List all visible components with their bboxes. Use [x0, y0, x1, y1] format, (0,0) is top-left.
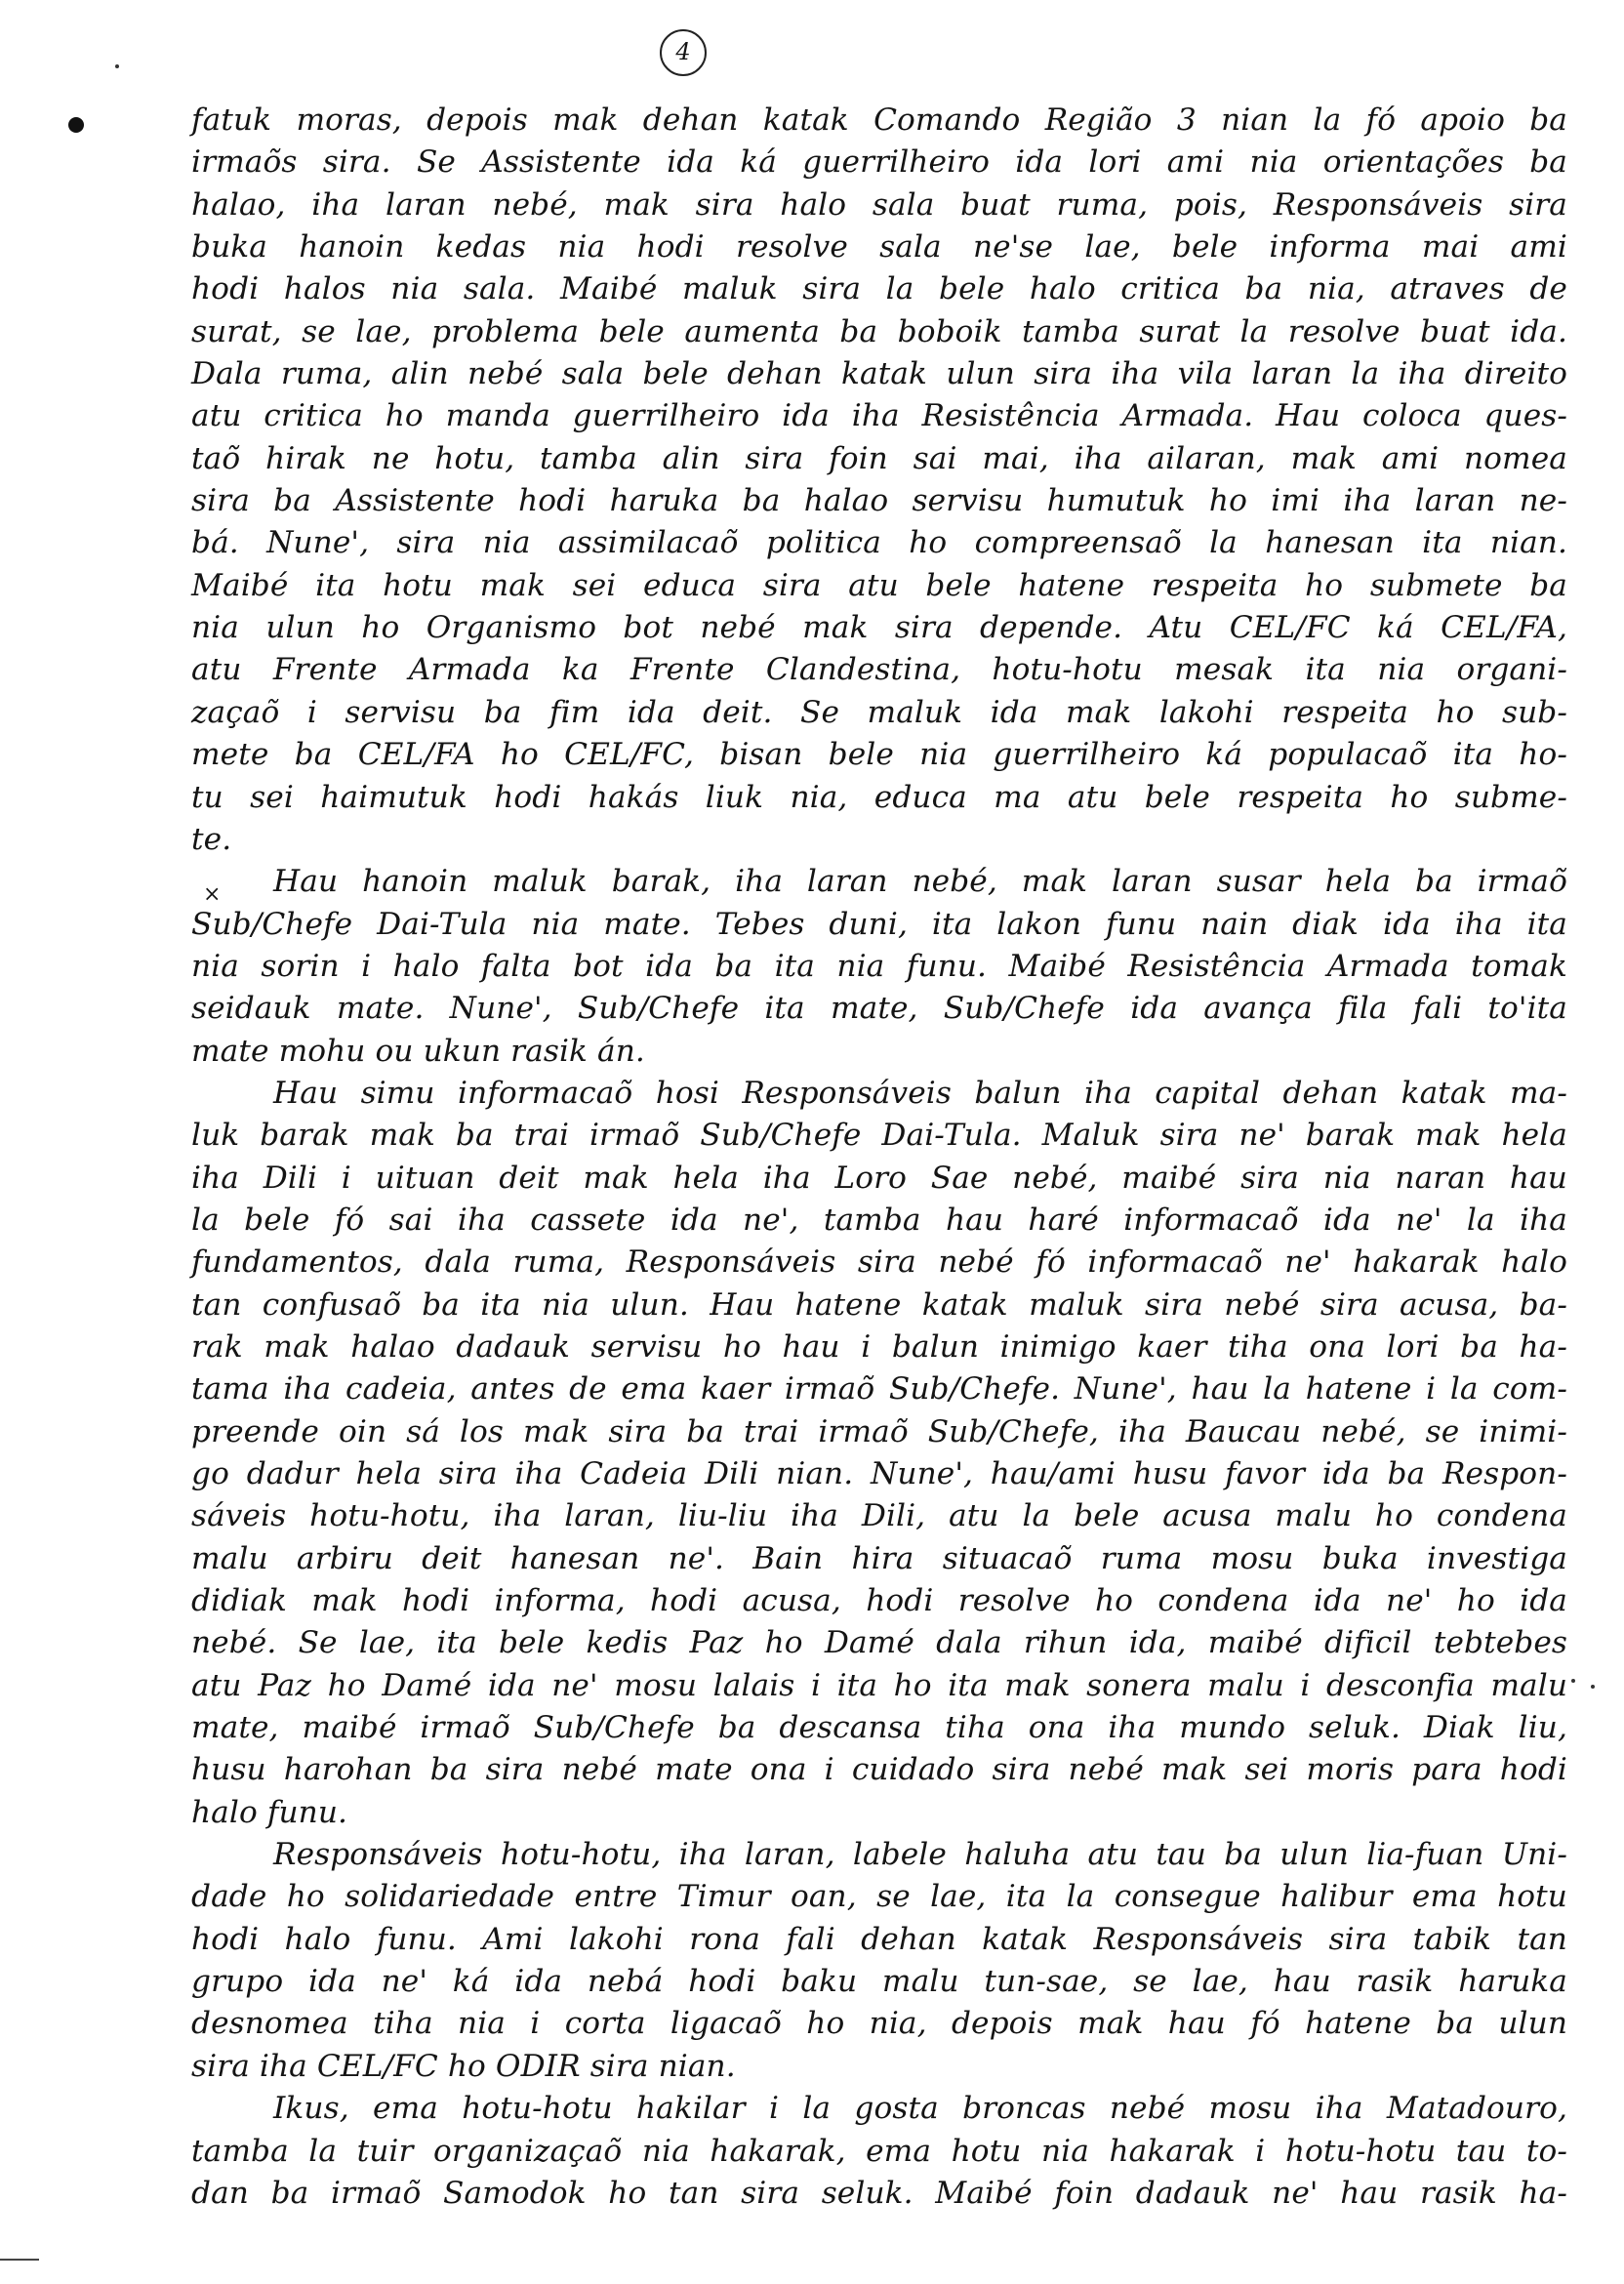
text-line: preende oin sá los mak sira ba trai irmaõ Sub/Chefe, iha Baucau nebé, se inimi- [191, 1413, 1567, 1449]
text-line: tan confusaõ ba ita nia ulun. Hau hatene katak maluk sira nebé sira acusa, ba- [191, 1286, 1567, 1323]
ink-speck [115, 64, 119, 68]
text-line: Maibé ita hotu mak sei educa sira atu bele hatene respeita ho submete ba [191, 567, 1567, 603]
ink-speck [1591, 1685, 1595, 1689]
text-line: la bele fó sai iha cassete ida ne', tamba hau haré informacaõ ida ne' la iha [191, 1202, 1567, 1238]
text-line: dan ba irmaõ Samodok ho tan sira seluk. Maibé foin dadauk ne' hau rasik ha- [191, 2175, 1567, 2211]
text-line: buka hanoin kedas nia hodi resolve sala ne'se lae, bele informa mai ami [191, 229, 1567, 265]
handwritten-text-body [191, 100, 1567, 2215]
text-line: atu Paz ho Damé ida ne' mosu lalais i ita ho ita mak sonera malu i desconfia malu [191, 1667, 1567, 1703]
text-line: rak mak halao dadauk servisu ho hau i balun inimigo kaer tiha ona lori ba ha- [191, 1328, 1567, 1365]
ink-speck [1571, 1679, 1575, 1683]
text-line: hodi halo funu. Ami lakohi rona fali dehan katak Responsáveis sira tabik tan [191, 1921, 1567, 1957]
margin-x-mark: × [203, 882, 222, 907]
page-number: 4 [660, 29, 707, 76]
text-line: surat, se lae, problema bele aumenta ba boboik tamba surat la resolve buat ida. [191, 313, 1567, 349]
text-line: sáveis hotu-hotu, iha laran, liu-liu iha Dili, atu la bele acusa malu ho condena [191, 1498, 1567, 1534]
text-line: grupo ida ne' ká ida nebá hodi baku malu tun-sae, se lae, hau rasik haruka [191, 1964, 1567, 2000]
text-line: sira iha CEL/FC ho ODIR sira nian. [191, 2048, 736, 2084]
text-line: iha Dili i uituan deit mak hela iha Loro Sae nebé, maibé sira nia naran hau [191, 1160, 1567, 1196]
text-line: fatuk moras, depois mak dehan katak Comando Região 3 nian la fó apoio ba [191, 102, 1567, 138]
text-line: atu critica ho manda guerrilheiro ida iha Resistência Armada. Hau coloca ques- [191, 398, 1567, 434]
text-line: sira ba Assistente hodi haruka ba halao servisu humutuk ho imi iha laran ne- [191, 483, 1567, 519]
text-line: halao, iha laran nebé, mak sira halo sala buat ruma, pois, Responsáveis sira [191, 186, 1567, 223]
ink-dot-mark [68, 117, 84, 133]
text-line: Hau hanoin maluk barak, iha laran nebé, mak laran susar hela ba irmaõ [273, 864, 1567, 900]
text-line: go dadur hela sira iha Cadeia Dili nian. Nune', hau/ami husu favor ida ba Respon- [191, 1456, 1567, 1491]
text-line: nia ulun ho Organismo bot nebé mak sira depende. Atu CEL/FC ká CEL/FA, [191, 610, 1567, 646]
text-line: fundamentos, dala ruma, Responsáveis sira nebé fó informacaõ ne' hakarak halo [191, 1244, 1567, 1281]
text-line: irmaõs sira. Se Assistente ida ká guerrilheiro ida lori ami nia orientações ba [191, 144, 1567, 181]
text-line: taõ hirak ne hotu, tamba alin sira foin sai mai, iha ailaran, mak ami nomea [191, 440, 1567, 476]
text-line: nia sorin i halo falta bot ida ba ita nia funu. Maibé Resistência Armada tomak [191, 948, 1567, 984]
text-line: Responsáveis hotu-hotu, iha laran, labele haluha atu tau ba ulun lia-fuan Uni- [273, 1837, 1567, 1873]
text-line: te. [191, 821, 232, 857]
text-line: Hau simu informacaõ hosi Responsáveis balun iha capital dehan katak ma- [273, 1075, 1567, 1111]
text-line: Sub/Chefe Dai-Tula nia mate. Tebes duni, ita lakon funu nain diak ida iha ita [191, 906, 1567, 942]
text-line: Dala ruma, alin nebé sala bele dehan katak ulun sira iha vila laran la iha direito [191, 356, 1567, 392]
text-line: atu Frente Armada ka Frente Clandestina, hotu-hotu mesak ita nia organi- [191, 652, 1567, 688]
text-line: tama iha cadeia, antes de ema kaer irmaõ Sub/Chefe. Nune', hau la hatene i la com- [191, 1371, 1567, 1407]
text-line: mate mohu ou ukun rasik án. [191, 1033, 645, 1069]
text-line: hodi halos nia sala. Maibé maluk sira la bele halo critica ba nia, atraves de [191, 271, 1567, 307]
text-line: mate, maibé irmaõ Sub/Chefe ba descansa tiha ona iha mundo seluk. Diak liu, [191, 1710, 1567, 1746]
text-line: zaçaõ i servisu ba fim ida deit. Se maluk ida mak lakohi respeita ho sub- [191, 694, 1567, 730]
text-line: tu sei haimutuk hodi hakás liuk nia, educa ma atu bele respeita ho subme- [191, 779, 1567, 815]
text-line: seidauk mate. Nune', Sub/Chefe ita mate, Sub/Chefe ida avança fila fali to'ita [191, 991, 1567, 1027]
text-line: halo funu. [191, 1794, 348, 1830]
text-line: mete ba CEL/FA ho CEL/FC, bisan bele nia guerrilheiro ká populacaõ ita ho- [191, 737, 1567, 773]
text-line: desnomea tiha nia i corta ligacaõ ho nia, depois mak hau fó hatene ba ulun [191, 2006, 1567, 2042]
text-line: malu arbiru deit hanesan ne'. Bain hira situacaõ ruma mosu buka investiga [191, 1540, 1567, 1576]
page-edge-mark [0, 2259, 39, 2261]
text-line: Ikus, ema hotu-hotu hakilar i la gosta broncas nebé mosu iha Matadouro, [273, 2091, 1567, 2127]
text-line: tamba la tuir organizaçaõ nia hakarak, ema hotu nia hakarak i hotu-hotu tau to- [191, 2133, 1567, 2169]
text-line: dade ho solidariedade entre Timur oan, se lae, ita la consegue halibur ema hotu [191, 1879, 1567, 1915]
text-line: nebé. Se lae, ita bele kedis Paz ho Damé dala rihun ida, maibé dificil tebtebes [191, 1625, 1567, 1661]
text-line: luk barak mak ba trai irmaõ Sub/Chefe Dai-Tula. Maluk sira ne' barak mak hela [191, 1118, 1567, 1154]
text-line: bá. Nune', sira nia assimilacaõ politica ho compreensaõ la hanesan ita nian. [191, 525, 1567, 561]
text-line: didiak mak hodi informa, hodi acusa, hodi resolve ho condena ida ne' ho ida [191, 1583, 1567, 1619]
text-line: husu harohan ba sira nebé mate ona i cuidado sira nebé mak sei moris para hodi [191, 1752, 1567, 1788]
